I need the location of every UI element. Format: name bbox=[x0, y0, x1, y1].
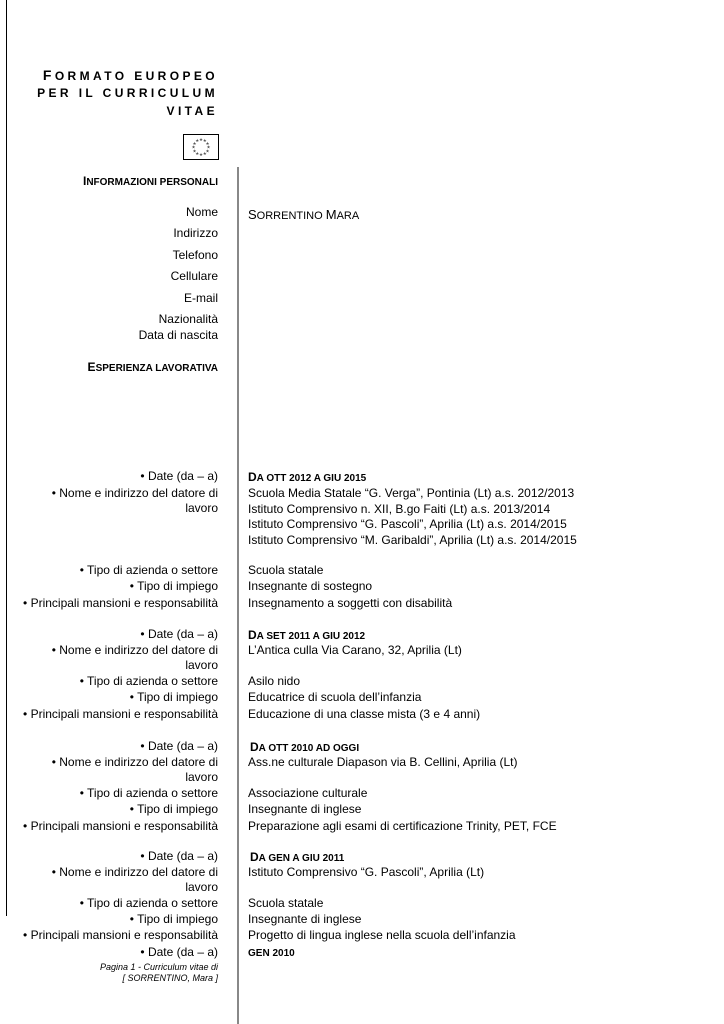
label-nome: Nome bbox=[185, 205, 218, 219]
entry-1-duties: Insegnamento a soggetti con disabilità bbox=[248, 596, 453, 610]
label-date: • Date (da – a) bbox=[140, 469, 218, 483]
value-nome: SORRENTINO MARA bbox=[248, 207, 360, 222]
label-date: • Date (da – a) bbox=[140, 945, 218, 959]
flag-star-icon: ★ bbox=[205, 141, 210, 147]
flag-star-icon: ★ bbox=[191, 145, 196, 151]
entry-3-job: Insegnante di inglese bbox=[248, 802, 362, 816]
label-job: • Tipo di impiego bbox=[129, 802, 218, 816]
eu-flag-icon bbox=[183, 134, 219, 160]
employer-line: Scuola Media Statale “G. Verga”, Pontinia (Lt) a.s. 2012/2013 bbox=[248, 486, 575, 500]
label-duties: • Principali mansioni e responsabilità bbox=[23, 819, 218, 833]
label-employer: • Nome e indirizzo del datore di lavoro bbox=[51, 486, 218, 515]
flag-star-icon: ★ bbox=[195, 152, 200, 157]
employer-line: Istituto Comprensivo “M. Garibaldi”, Aprilia (Lt) a.s. 2014/2015 bbox=[248, 532, 577, 547]
entry-2-duties: Educazione di una classe mista (3 e 4 anni) bbox=[248, 707, 481, 721]
flag-star-icon: ★ bbox=[202, 139, 207, 144]
entry-4-sector: Scuola statale bbox=[248, 896, 324, 910]
entry-5-date: GEN 2010 bbox=[248, 948, 295, 959]
employer-line: Istituto Comprensivo “G. Pascoli”, Aprilia (Lt) a.s. 2014/2015 bbox=[248, 517, 567, 531]
flag-star-icon: ★ bbox=[198, 138, 204, 143]
entry-1-sector: Scuola statale bbox=[248, 563, 324, 577]
entry-2-employer: L’Antica culla Via Carano, 32, Aprilia (Lt) bbox=[248, 643, 462, 657]
label-nazionalita: Nazionalità bbox=[158, 312, 218, 326]
section-title-personal: INFORMAZIONI PERSONALI bbox=[82, 174, 218, 188]
footer-name-line: [ SORRENTINO, Mara ] bbox=[122, 973, 218, 983]
label-sector: • Tipo di azienda o settore bbox=[79, 896, 218, 910]
flag-star-icon: ★ bbox=[192, 149, 197, 155]
flag-star-icon: ★ bbox=[192, 141, 197, 147]
label-duties: • Principali mansioni e responsabilità bbox=[23, 707, 218, 721]
entry-1-employer bbox=[248, 486, 577, 548]
entry-2-job: Educatrice di scuola dell’infanzia bbox=[248, 690, 422, 704]
entry-3-sector: Associazione culturale bbox=[248, 786, 368, 800]
flag-star-icon: ★ bbox=[206, 145, 211, 151]
entry-4-job: Insegnante di inglese bbox=[248, 912, 362, 926]
label-date: • Date (da – a) bbox=[140, 849, 218, 863]
label-job: • Tipo di impiego bbox=[129, 912, 218, 926]
section-title-experience: ESPERIENZA LAVORATIVA bbox=[87, 360, 218, 374]
label-employer: • Nome e indirizzo del datore di lavoro bbox=[51, 865, 218, 894]
label-sector: • Tipo di azienda o settore bbox=[79, 563, 218, 577]
entry-1-date: DA OTT 2012 A GIU 2015 bbox=[248, 470, 367, 484]
left-margin-line bbox=[6, 0, 7, 916]
cv-title-line-1: FORMATO EUROPEO bbox=[42, 67, 218, 83]
column-divider bbox=[237, 167, 239, 1024]
entry-1-job: Insegnante di sostegno bbox=[248, 579, 373, 593]
cv-title-line-3: VITAE bbox=[166, 104, 218, 118]
entry-3-duties: Preparazione agli esami di certificazione Trinity, PET, FCE bbox=[248, 819, 557, 833]
cv-title-line-2: PER IL CURRICULUM bbox=[37, 86, 218, 100]
label-cellulare: Cellulare bbox=[170, 269, 218, 283]
flag-star-icon: ★ bbox=[205, 149, 210, 155]
label-indirizzo: Indirizzo bbox=[173, 226, 218, 240]
flag-star-icon: ★ bbox=[198, 153, 204, 158]
label-duties: • Principali mansioni e responsabilità bbox=[23, 928, 218, 942]
entry-3-date: DA OTT 2010 AD OGGI bbox=[250, 740, 360, 754]
entry-2-sector: Asilo nido bbox=[248, 674, 301, 688]
flag-star-icon: ★ bbox=[202, 152, 207, 157]
entry-3-employer: Ass.ne culturale Diapason via B. Cellini, Aprilia (Lt) bbox=[248, 755, 518, 769]
entry-4-date: DA GEN A GIU 2011 bbox=[250, 850, 345, 864]
label-employer: • Nome e indirizzo del datore di lavoro bbox=[51, 643, 218, 672]
label-employer: • Nome e indirizzo del datore di lavoro bbox=[51, 755, 218, 784]
label-job: • Tipo di impiego bbox=[129, 579, 218, 593]
label-sector: • Tipo di azienda o settore bbox=[79, 674, 218, 688]
employer-line: Istituto Comprensivo n. XII, B.go Faiti (Lt) a.s. 2013/2014 bbox=[248, 501, 551, 516]
label-email: E-mail bbox=[183, 291, 218, 305]
entry-4-duties: Progetto di lingua inglese nella scuola dell’infanzia bbox=[248, 928, 516, 942]
label-data-nascita: Data di nascita bbox=[138, 328, 218, 342]
footer-page-line: Pagina 1 - Curriculum vitae di bbox=[99, 962, 218, 972]
label-telefono: Telefono bbox=[172, 248, 218, 262]
label-date: • Date (da – a) bbox=[140, 739, 218, 753]
label-date: • Date (da – a) bbox=[140, 627, 218, 641]
label-job: • Tipo di impiego bbox=[129, 690, 218, 704]
label-sector: • Tipo di azienda o settore bbox=[79, 786, 218, 800]
entry-2-date: DA SET 2011 A GIU 2012 bbox=[248, 628, 366, 642]
label-duties: • Principali mansioni e responsabilità bbox=[23, 596, 218, 610]
entry-4-employer: Istituto Comprensivo “G. Pascoli”, Aprilia (Lt) bbox=[248, 865, 485, 879]
flag-star-icon: ★ bbox=[195, 139, 200, 144]
